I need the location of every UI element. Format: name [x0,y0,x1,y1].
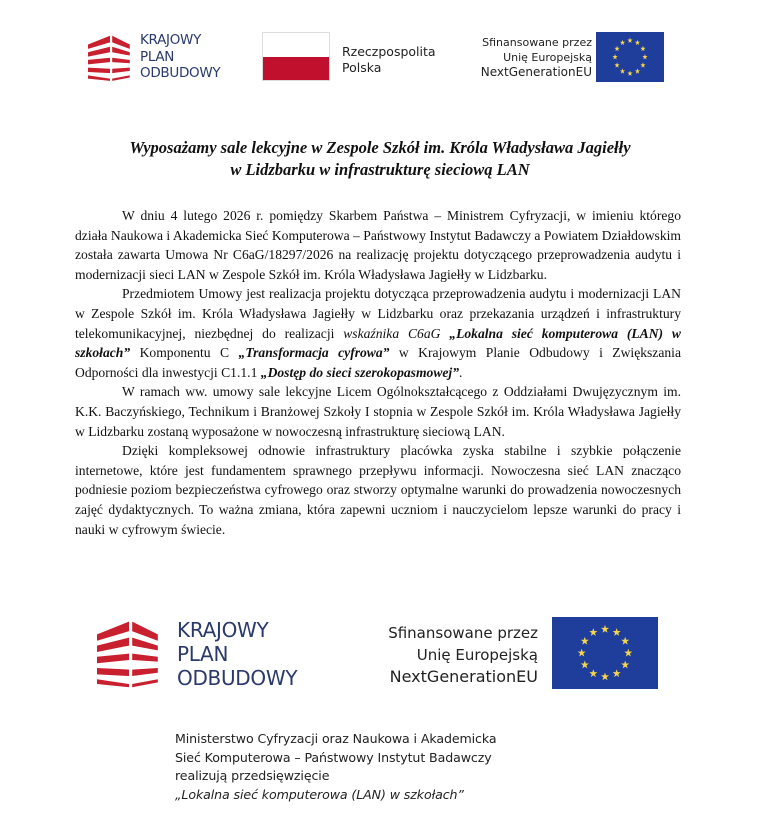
eu-flag-icon [596,32,664,82]
indicator-name: „Lokalna sieć komputerowa (LAN) w szkołach” [75,325,681,361]
kpo-line-2: PLAN [140,48,175,65]
eu-line-2: Unię Europejską [503,51,592,64]
kpo-line-1: KRAJOWY [140,32,202,48]
component-name: „Transformacja cyfrowa” [238,345,390,361]
footer-line-2: Sieć Komputerowa – Państwowy Instytut Badawczy [175,749,492,765]
paragraph-agreement: W dniu 4 lutego 2026 r. pomiędzy Skarbem Państwa – Ministrem Cyfryzacji, w imieniu którego działa Naukowa i Akademicka Sieć Komputerowa – Państwowy Instytut Badawczy a Powiatem Działdowskim została zawarta Umowa Nr C6aG/18297/2026 na realizację projektu dotyczącego przeprowadzenia audytu i modernizacji sieci LAN w Zespole Szkół im. Króla Władysława Jagiełły w Lidzbarku. [75,208,681,282]
poland-line-2: Polska [342,60,382,75]
kpo-line-1: KRAJOWY [177,618,269,642]
footer-line-1: Ministerstwo Cyfryzacji oraz Naukowa i Akademicka [175,731,497,746]
kpo-logo-text [140,32,220,82]
paragraph-subject: Przedmiotem Umowy jest realizacja projektu dotycząca przeprowadzenia audytu i modernizacji LAN w Zespole Szkół im. Króla Władysława Jagiełły w Lidzbarku oraz przekazania urządzeń i infrastruktury telekomunikacyjnej, niezbędnej do realizacji wskaźnika C6aG „Lokalna sieć komputerowa (LAN) w szkołach” Komponentu C „Transformacja cyfrowa” w Krajowym Planie Odbudowy i Zwiększania Odporności dla inwestycji C1.1.1 „Dostęp do sieci szerokopasmowej”. [75,286,681,380]
article-body [75,206,681,539]
kpo-building-icon [88,34,132,82]
poland-flag-icon [262,32,330,81]
kpo-line-3: ODBUDOWY [177,666,298,690]
poland-logo [262,32,462,84]
poland-line-1: Rzeczpospolita [342,44,436,59]
title-line-1: Wyposażamy sale lekcyjne w Zespole Szkół im. Króla Władysława Jagiełły [129,138,631,157]
footer-eu-logo [350,617,660,697]
eu-logo-text [481,35,592,80]
kpo-line-2: PLAN [177,642,229,666]
footer-line-3: realizują przedsięwzięcie [175,768,330,783]
paragraph-benefits: Dzięki kompleksowej odnowie infrastruktury placówka zyska stabilne i szybkie połączenie internetowe, które jest fundamentem sprawnego przepływu informacji. Nowoczesna sieć LAN znacząco podniesie poziom bezpieczeństwa cyfrowego oraz stworzy optymalne warunki do prowadzenia nowoczesnych zajęć dydaktycznych. To ważna zmiana, która zapewni uczniom i nauczycielom lepsze warunki do pracy i nauki w cyfrowym świecie. [75,443,681,537]
eu-line-3: NextGenerationEU [480,65,592,79]
eu-line-1: Sfinansowane przez [482,36,592,49]
paragraph-classrooms: W ramach ww. umowy sale lekcyjne Licem Ogólnokształcącego z Oddziałami Dwujęzycznym im. K.K. Baczyńskiego, Technikum i Branżowej Szkoły I stopnia w Zespole Szkół im. Króla Władysława Jagiełły w Lidzbarku zostaną wyposażone w nowoczesną infrastrukturę sieciową LAN. [75,384,681,439]
footer-project-name: „Lokalna sieć komputerowa (LAN) w szkołach” [175,786,464,802]
kpo-line-3: ODBUDOWY [140,65,221,81]
eu-logo-text [388,622,538,688]
footer-statement [175,730,595,804]
poland-logo-text [342,44,436,76]
eu-flag-icon [552,617,658,689]
kpo-building-icon [97,618,161,690]
indicator-label: wskaźnika C6aG [343,325,441,341]
eu-line-3: NextGenerationEU [389,667,538,686]
investment-name: „Dostęp do sieci szerokopasmowej” [260,364,459,380]
header-logo-bar [88,30,664,86]
eu-line-2: Unię Europejską [416,646,538,664]
title-line-2: w Lidzbarku w infrastrukturę sieciową LAN [230,160,530,179]
article-title [60,137,700,181]
kpo-logo [88,32,238,84]
footer-kpo-logo [97,618,327,700]
eu-line-1: Sfinansowane przez [388,624,538,642]
eu-logo [464,32,664,84]
kpo-logo-text [177,618,297,690]
